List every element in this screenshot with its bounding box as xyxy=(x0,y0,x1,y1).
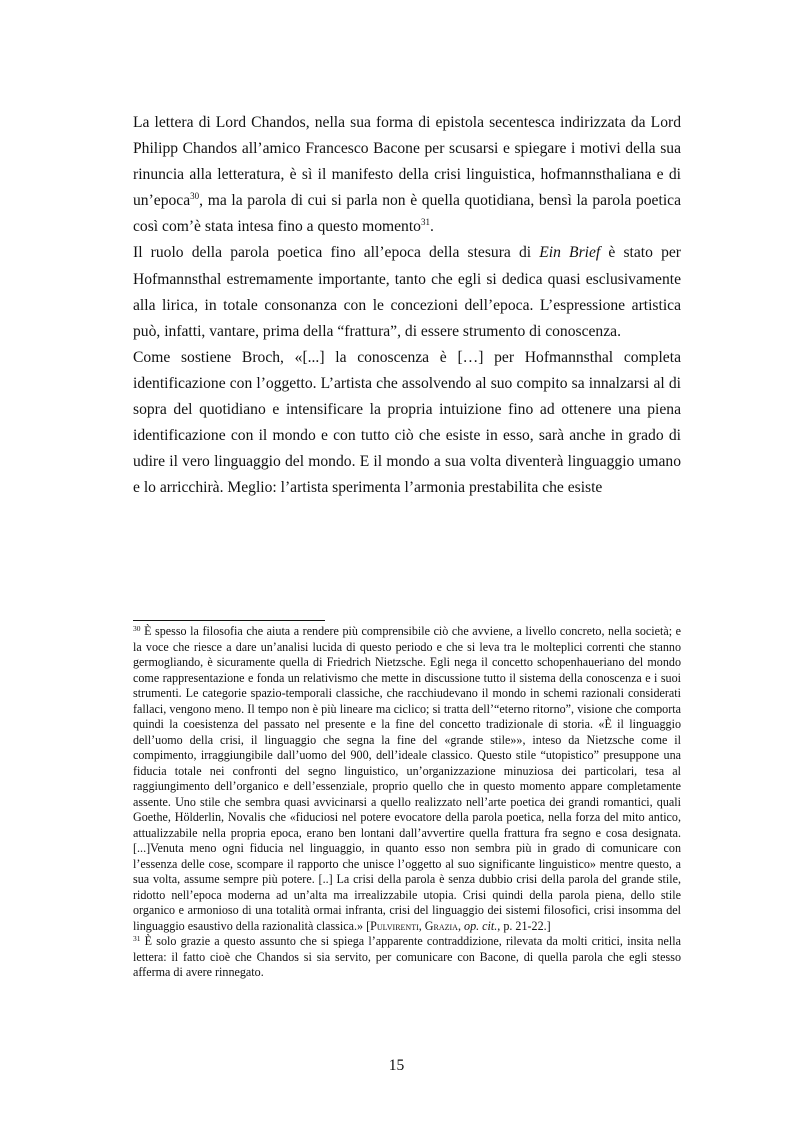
footnote-30-text: È spesso la filosofia che aiuta a rendere più comprensibile ciò che avviene, a livello concreto, nella società; e la voce che riesce a dare un’analisi lucida di questo periodo e che si leva tra le molteplici correnti che stanno germogliando, è sicuramente quella di Friedrich Nietzsche. Egli nega il concetto schopenhaueriano del mondo come rappresentazione e fonda un relativismo che mette in discussione tutto il sistema della conoscenza e i suoi strumenti. Le categorie spazio-temporali classiche, che racchiudevano il mondo in schemi razionali considerati fallaci, vengono meno. Il tempo non è più lineare ma ciclico; si tratta dell’“eterno ritorno”, visione che comporta quindi la coesistenza del passato nel presente e la fine del concetto tradizionale di storia. «È il linguaggio dell’uomo della crisi, il linguaggio che segna la fine del «grande stile»», inteso da Nietzsche come il compimento, irraggiungibile dall’uomo del 900, dell’ideale classico. Questo stile “utopistico” presuppone una fiducia totale nei confronti del segno linguistico, un’organizzazione minuziosa dei particolari, tesa al raggiungimento dell’organico e dell’essenziale, proprio quello che in questo momento appare completamente assente. Uno stile che sembra quasi avvicinarsi a quello realizzato nell’arte poetica dei grandi romantici, quali Goethe, Hölderlin, Novalis che «fiduciosi nel potere evocatore della parola poetica, nella forza del mito antico, attualizzabile nella propria epoca, erano ben lontani dall’avvertire quella frattura fra segno e cosa designata. [...]Venuta meno ogni fiducia nel linguaggio, in quanto esso non sembra più in grado di comunicare con l’essenza delle cose, scompare il rapporto che unisce l’oggetto al suo significante linguistico» mentre questo, a sua volta, assume sempre più potere. [..] La crisi della parola è senza dubbio crisi della parola del grande stile, ridotto nell’epoca moderna ad un’alta ma irrealizzabile utopia. Crisi quindi della parola piena, dello stile organico e armonioso di una totalità ormai infranta, crisi del linguaggio dei sistemi filosofici, crisi insomma del linguaggio esaustivo della razionalità classica.» [ xyxy=(133,624,681,933)
paragraph-1-text-c: . xyxy=(429,218,434,236)
footnote-31 xyxy=(133,934,681,981)
paragraph-1-text-b: , ma la parola di cui si parla non è quella quotidiana, bensì la parola poetica così com’è stata intesa fino a questo momento xyxy=(133,192,681,236)
paragraph-1-text-a: La lettera di Lord Chandos, nella sua forma di epistola secentesca indirizzata da Lord Philipp Chandos all’amico Francesco Bacone per scusarsi e spiegare i motivi della sua rinuncia alla letteratura, è sì il manifesto della crisi linguistica, hofmannsthaliana e di un’epoca xyxy=(133,114,681,210)
paragraph-2 xyxy=(133,240,681,344)
page-number: 15 xyxy=(388,1057,405,1074)
footnote-30-citation: op. cit. xyxy=(464,918,498,933)
main-text xyxy=(133,110,681,501)
footnote-ref-30[interactable]: 30 xyxy=(190,191,200,202)
footnote-30-pages: , p. 21-22.] xyxy=(497,918,551,933)
footnote-31-text: È solo grazie a questo assunto che si spiega l’apparente contraddizione, rilevata da molti critici, insita nella lettera: il fatto cioè che Chandos si sia servito, per comunicare con Bacone, di quella parola che egli stesso afferma di avere rinnegato. xyxy=(133,934,681,979)
footnote-30-separator: , xyxy=(457,918,465,933)
footnote-number-31: 31 xyxy=(133,934,141,943)
footnote-30 xyxy=(133,624,681,934)
footnotes xyxy=(133,624,681,981)
paragraph-3: Come sostiene Broch, «[...] la conoscenza è […] per Hofmannsthal completa identificazione con l’oggetto. L’artista che assolvendo al suo compito sa innalzarsi al di sopra del quotidiano e intensificare la propria intuizione fino ad ottenere una piena identificazione con il mondo e con tutto ciò che esiste in esso, sarà anche in grado di udire il vero linguaggio del mondo. E il mondo a sua volta diventerà linguaggio umano e lo arricchirà. Meglio: l’artista sperimenta l’armonia prestabilita che esiste xyxy=(133,348,681,497)
paragraph-2-text-b: è stato per Hofmannsthal estremamente importante, tanto che egli si dedica quasi esclusivamente alla lirica, in totale consonanza con le concezioni dell’epoca. L’espressione artistica può, infatti, vantare, prima della “frattura”, di essere strumento di conoscenza. xyxy=(133,244,681,340)
footnote-ref-31[interactable]: 31 xyxy=(420,217,430,228)
paragraph-2-text-a: Il ruolo della parola poetica fino all’epoca della stesura di xyxy=(133,244,540,262)
footnote-30-author: Pulvirenti, Grazia xyxy=(370,918,458,933)
paragraph-1 xyxy=(133,110,681,240)
footnote-number-30: 30 xyxy=(133,624,141,633)
work-title-ein-brief: Ein Brief xyxy=(539,244,601,262)
footnote-separator xyxy=(133,620,325,621)
